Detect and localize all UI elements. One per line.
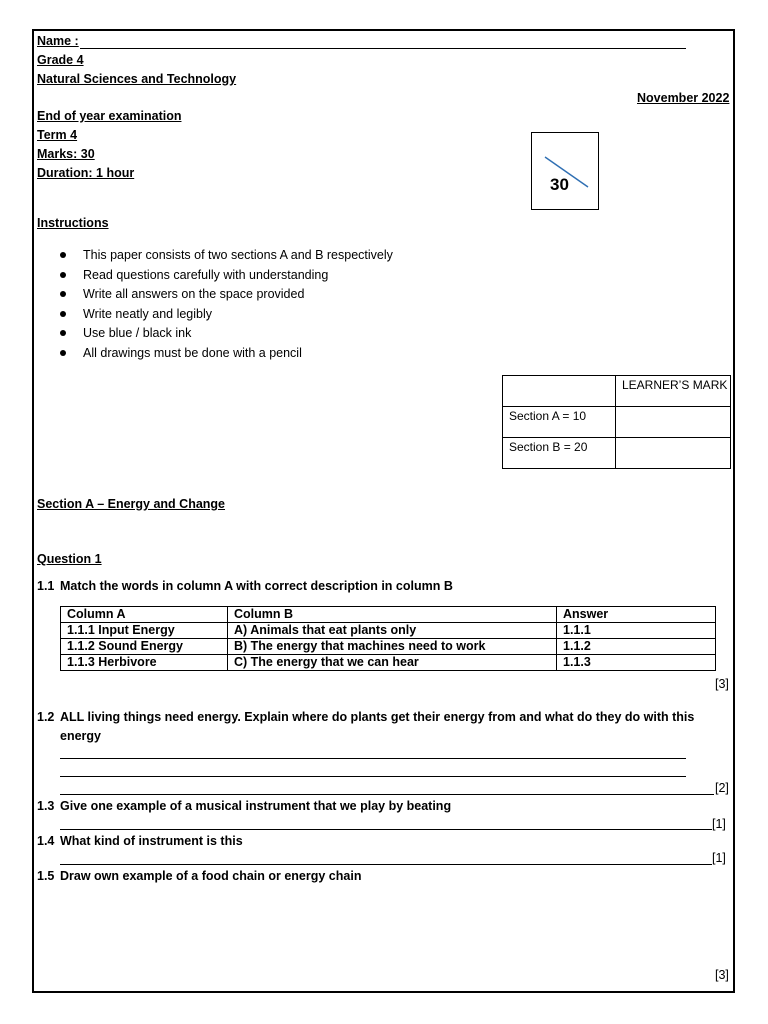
q1-3-number: 1.3 xyxy=(37,799,55,813)
q1-4-mark: [1] xyxy=(712,851,726,865)
table-row xyxy=(61,639,716,655)
instruction-item: Use blue / black ink xyxy=(60,325,393,345)
marks-table xyxy=(502,375,731,469)
q1-5-mark: [3] xyxy=(715,968,729,982)
instruction-item: Write all answers on the space provided xyxy=(60,286,393,306)
question-1-title: Question 1 xyxy=(37,552,102,566)
q1-5-number: 1.5 xyxy=(37,869,55,883)
answer-cell[interactable]: 1.1.1 xyxy=(557,623,716,639)
bullet-icon xyxy=(60,252,66,258)
q1-5-text: Draw own example of a food chain or energy chain xyxy=(60,869,362,883)
answer-line[interactable] xyxy=(60,864,712,865)
answer-line[interactable] xyxy=(60,758,686,759)
score-box xyxy=(531,132,599,210)
column-a-header: Column A xyxy=(61,607,228,623)
instructions-list xyxy=(60,247,393,364)
exam-date: November 2022 xyxy=(637,91,730,105)
section-b-mark-cell[interactable] xyxy=(616,438,731,469)
q1-1-text: Match the words in column A with correct description in column B xyxy=(60,579,453,593)
marks-label: Marks: 30 xyxy=(37,147,95,161)
learner-mark-header: LEARNER’S MARK xyxy=(616,376,731,407)
drawing-area[interactable] xyxy=(60,888,710,968)
bullet-icon xyxy=(60,350,66,356)
column-a-cell: 1.1.2 Sound Energy xyxy=(61,639,228,655)
score-total: 30 xyxy=(550,175,569,194)
q1-1-mark: [3] xyxy=(715,677,729,691)
page-border xyxy=(32,29,735,993)
column-b-cell: A) Animals that eat plants only xyxy=(228,623,557,639)
column-b-cell: B) The energy that machines need to work xyxy=(228,639,557,655)
answer-line[interactable] xyxy=(60,829,712,830)
score-slash xyxy=(532,133,600,211)
grade-label: Grade 4 xyxy=(37,53,84,67)
bullet-icon xyxy=(60,311,66,317)
answer-cell[interactable]: 1.1.2 xyxy=(557,639,716,655)
table-header-row xyxy=(61,607,716,623)
answer-line[interactable] xyxy=(60,794,714,795)
q1-3-mark: [1] xyxy=(712,817,726,831)
q1-3-text: Give one example of a musical instrument that we play by beating xyxy=(60,799,452,813)
answer-line[interactable] xyxy=(60,776,686,777)
bullet-icon xyxy=(60,291,66,297)
section-b-total: Section B = 20 xyxy=(503,438,616,469)
bullet-icon xyxy=(60,330,66,336)
q1-4-number: 1.4 xyxy=(37,834,55,848)
matching-table xyxy=(60,606,716,671)
subject-label: Natural Sciences and Technology xyxy=(37,72,237,86)
q1-2-mark: [2] xyxy=(715,781,729,795)
answer-cell[interactable]: 1.1.3 xyxy=(557,655,716,671)
q1-2-text: ALL living things need energy. Explain where do plants get their energy from and what do they do with this xyxy=(60,710,695,724)
answer-header: Answer xyxy=(557,607,716,623)
q1-4-text: What kind of instrument is this xyxy=(60,834,243,848)
table-row xyxy=(61,655,716,671)
name-label: Name : xyxy=(37,34,79,48)
marks-table-empty-cell xyxy=(503,376,616,407)
column-b-header: Column B xyxy=(228,607,557,623)
column-b-cell: C) The energy that we can hear xyxy=(228,655,557,671)
table-row xyxy=(61,623,716,639)
exam-title: End of year examination xyxy=(37,109,182,123)
q1-1-number: 1.1 xyxy=(37,579,55,593)
term-label: Term 4 xyxy=(37,128,78,142)
section-a-title: Section A – Energy and Change xyxy=(37,497,226,511)
bullet-icon xyxy=(60,272,66,278)
q1-2-number: 1.2 xyxy=(37,710,55,724)
instruction-item: This paper consists of two sections A and B respectively xyxy=(60,247,393,267)
duration-label: Duration: 1 hour xyxy=(37,166,135,180)
section-a-total: Section A = 10 xyxy=(503,407,616,438)
instruction-item: Read questions carefully with understanding xyxy=(60,267,393,287)
name-line xyxy=(80,48,686,49)
instructions-title: Instructions xyxy=(37,216,109,230)
instruction-item: All drawings must be done with a pencil xyxy=(60,345,393,365)
column-a-cell: 1.1.1 Input Energy xyxy=(61,623,228,639)
section-a-mark-cell[interactable] xyxy=(616,407,731,438)
column-a-cell: 1.1.3 Herbivore xyxy=(61,655,228,671)
q1-2-text-continued: energy xyxy=(60,729,101,743)
instruction-item: Write neatly and legibly xyxy=(60,306,393,326)
